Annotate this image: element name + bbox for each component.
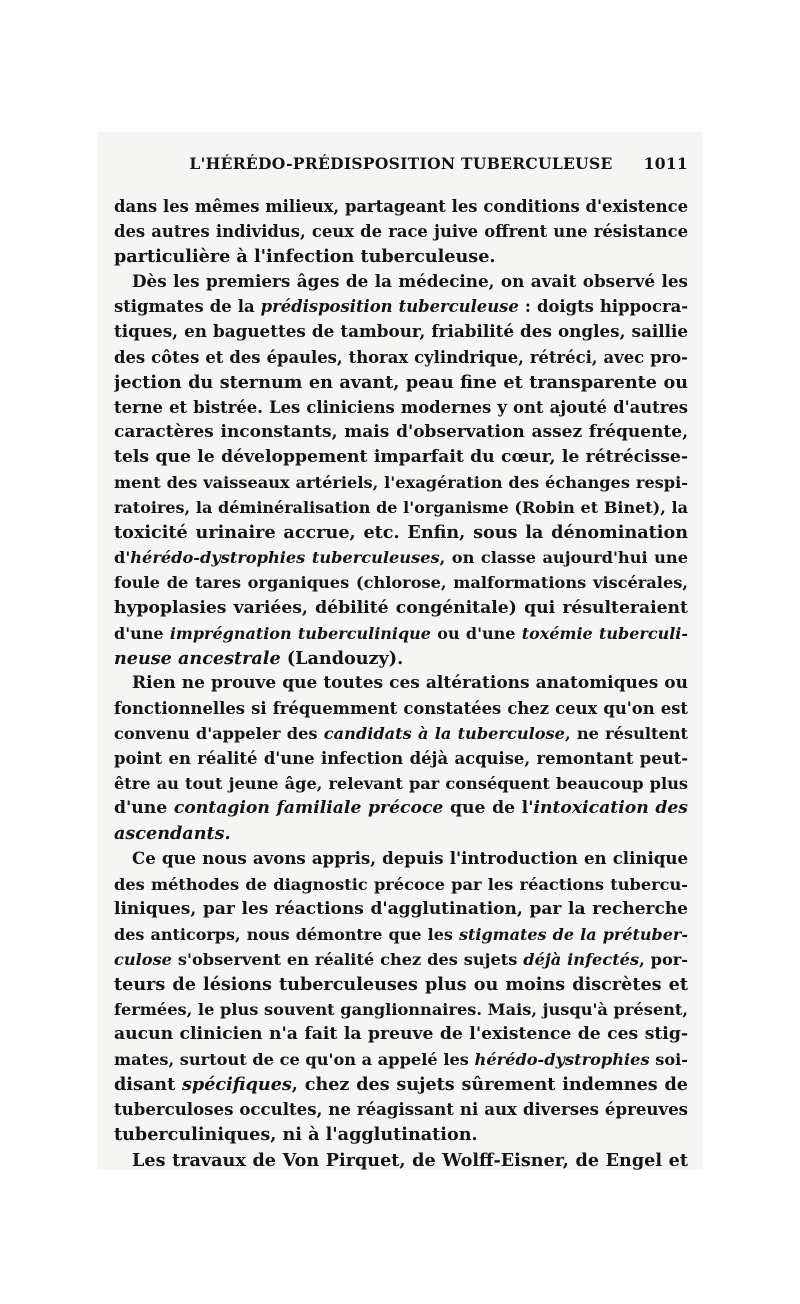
text-line [114,1072,688,1097]
italic-phrase: toxémie tuberculi- [521,623,688,643]
text-line [114,1148,688,1173]
text-segment: fonctionnelles si fréquemment constatées chez ceux qu'on est [114,698,688,718]
text-line [114,495,688,520]
text-segment: Les travaux de Von Pirquet, de Wolff-Eisner, de Engel et [132,1149,688,1171]
text-line [114,1097,688,1122]
body-text [114,194,688,1173]
italic-phrase: neuse ancestrale [114,647,281,669]
italic-phrase: ascendants. [114,823,231,845]
text-segment: tiques, en baguettes de tambour, friabilité des ongles, saillie [114,321,688,342]
text-line [114,796,688,821]
text-segment: disant [114,1074,183,1096]
text-segment: des côtes et des épaules, thorax cylindrique, rétréci, avec pro- [114,347,688,367]
text-line [114,997,688,1022]
text-line [114,897,688,922]
text-segment: caractères inconstants, mais d'observation assez fréquente, [114,421,688,442]
text-segment: ratoires, la déminéralisation de l'organisme (Robin et Binet), la [114,498,688,518]
text-segment: toxicité urinaire accrue, etc. Enfin, sous la dénomination [114,522,688,544]
text-line [114,922,688,947]
text-line [114,721,688,746]
text-segment: Dès les premiers âges de la médecine, on avait observé les [132,271,688,292]
text-line [114,520,688,545]
text-segment: , chez des sujets sûrement indemnes de [291,1074,688,1096]
text-segment: ou d'une [430,623,522,643]
text-line [114,1047,688,1072]
text-segment: tuberculiniques, ni à l'agglutination. [114,1124,478,1146]
text-segment: dans les mêmes milieux, partageant les conditions d'existence [114,197,688,216]
text-segment: soi- [649,1050,688,1070]
text-segment: jection du sternum en avant, peau fine et transparente ou [114,371,688,393]
text-line [114,470,688,495]
text-segment: des anticorps, nous démontre que les [114,924,460,944]
text-line [114,972,688,997]
text-line [114,696,688,721]
italic-phrase: déjà infectés [523,949,640,969]
text-line [114,219,688,244]
text-segment: convenu d'appeler des [114,723,324,743]
text-segment: s'observent en réalité chez des sujets [171,949,524,969]
italic-phrase: hérédo-dystrophies [474,1050,650,1070]
text-segment: teurs de lésions tuberculeuses plus ou moins discrètes et [114,973,688,995]
text-segment: tels que le développement imparfait du cœur, le rétrécisse- [114,446,688,467]
text-line [114,570,688,595]
italic-phrase: imprégnation tuberculinique [169,623,431,643]
italic-phrase: intoxication des [533,798,688,819]
text-line [114,420,688,445]
text-line [114,319,688,344]
text-line [114,1122,688,1147]
page-content [114,146,688,1173]
text-line [114,1022,688,1047]
italic-phrase: stigmates de la prétuber- [459,924,688,944]
text-line [114,771,688,796]
italic-phrase: contagion familiale précoce [173,798,444,819]
text-segment: : doigts hippocra- [518,297,688,317]
text-segment: fermées, le plus souvent ganglionnaires. Mais, jusqu'à présent, [114,1000,688,1019]
text-segment: terne et bistrée. Les cliniciens modernes y ont ajouté d'autres [114,397,688,417]
text-line [114,244,688,269]
text-segment: point en réalité d'une infection déjà acquise, remontant peut- [114,749,688,769]
text-line [114,445,688,470]
text-line [114,746,688,771]
text-segment: des méthodes de diagnostic précoce par les réactions tubercu- [114,874,688,894]
italic-phrase: spécifiques [182,1074,292,1096]
text-line [114,194,688,219]
text-segment: stigmates de la [114,297,261,317]
text-line [114,947,688,972]
text-line [114,370,688,395]
italic-phrase: prédisposition tuberculeuse [260,297,519,317]
text-line [114,872,688,897]
text-segment: (Landouzy). [280,647,404,669]
text-line [114,846,688,871]
scanned-page [97,132,703,1170]
text-line [114,545,688,570]
text-line [114,596,688,621]
text-segment: d'une [114,798,174,819]
text-line [114,395,688,420]
italic-phrase: hérédo-dystrophies tuberculeuses [130,548,440,568]
text-line [114,345,688,370]
text-line [114,621,688,646]
text-segment: être au tout jeune âge, relevant par conséquent beaucoup plus [114,774,688,794]
text-segment: des autres individus, ceux de race juive offrent une résistance [114,222,688,242]
text-segment: tuberculoses occultes, ne réagissant ni aux diverses épreuves [114,1099,688,1120]
italic-phrase: culose [114,949,172,969]
italic-phrase: candidats à la tuberculose [323,723,565,743]
page-number: 1011 [643,154,688,173]
text-line [114,821,688,846]
text-segment: aucun clinicien n'a fait la preuve de l'existence de ces stig- [114,1024,688,1045]
text-segment: que de l' [443,798,534,819]
text-line [114,294,688,319]
text-segment: Ce que nous avons appris, depuis l'introduction en clinique [132,848,688,869]
text-segment: , on classe aujourd'hui une [439,548,688,568]
text-segment: foule de tares organiques (chlorose, malformations viscérales, [114,573,688,593]
text-segment: d'une [114,623,170,643]
text-segment: Rien ne prouve que toutes ces altérations anatomiques ou [132,672,688,693]
text-segment: liniques, par les réactions d'agglutination, par la recherche [114,898,688,919]
text-segment: , por- [639,949,688,969]
text-segment: mates, surtout de ce qu'on a appelé les [114,1050,475,1070]
text-line [114,646,688,671]
text-segment: particulière à l'infection tuberculeuse. [114,246,496,268]
text-line [114,671,688,696]
text-segment: , ne résultent [564,723,688,743]
running-header [114,146,688,180]
text-segment: ment des vaisseaux artériels, l'exagération des échanges respi- [114,473,688,493]
text-segment: d' [114,548,131,568]
running-title: L'HÉRÉDO-PRÉDISPOSITION TUBERCULEUSE [189,154,613,173]
text-segment: hypoplasies variées, débilité congénitale) qui résulteraient [114,597,688,618]
text-line [114,269,688,294]
